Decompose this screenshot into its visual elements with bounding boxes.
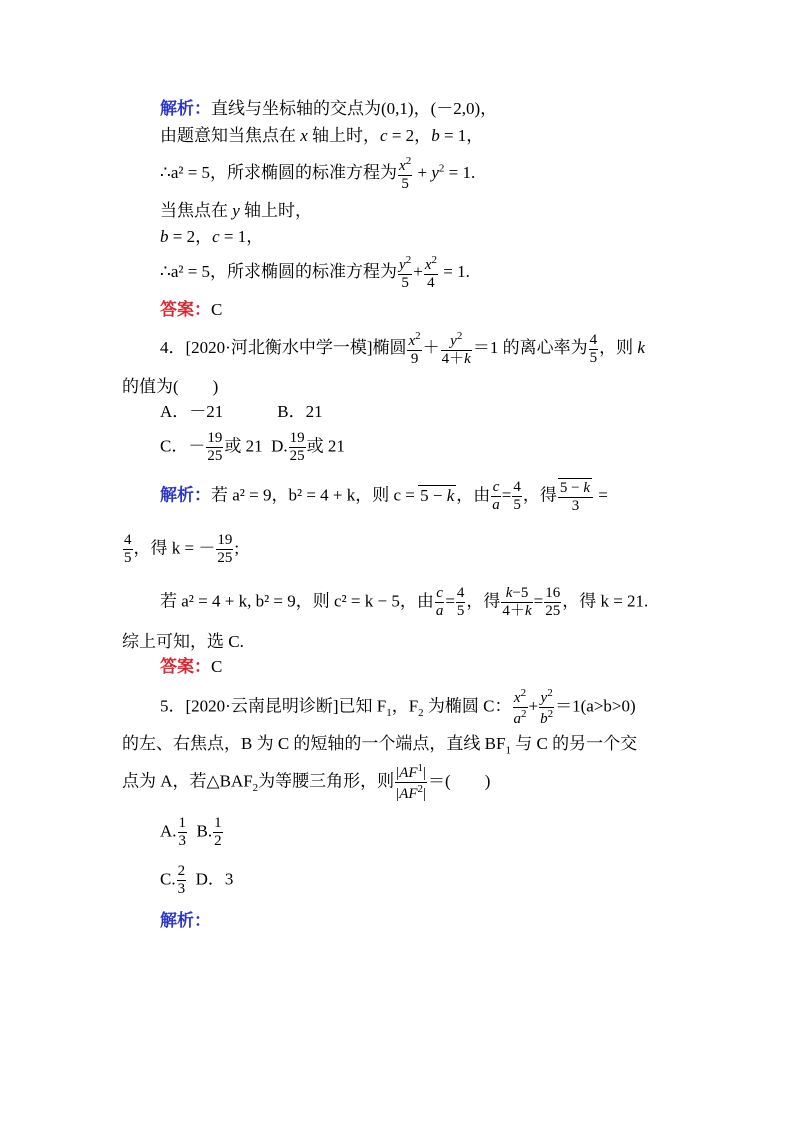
sol3-line3: ∴a² = 5，所求椭圆的标准方程为 $\frac{x^2}{5}$ + $y^2 = 1$. (160, 155, 476, 193)
q5-line1: 5．[2020·云南昆明诊断]已知 $F_1$，$F_2$ 为椭圆 C： $\frac{x^2}{a^2}$ + $\frac{y^2}{b^2}$ ＝1(a>b>0) (160, 687, 636, 728)
sol3-line4: 当焦点在 y 轴上时， (160, 201, 313, 220)
q4-answer: 答案：C (160, 657, 223, 676)
q5-line2: 的左、右焦点，B 为 C 的短轴的一个端点，直线 $BF_1$ 与 C 的另一个交 (122, 734, 638, 757)
q4-solution-line4: 综上可知，选 C. (122, 632, 244, 651)
q4-solution-line3: 若 a² = 4 + k, b² = 9，则 c² = k − 5，由 $\frac{c}{a}$ = $\frac{4}{5}$ ，得 $\frac{k-5}{4+k}$ = $\frac{16}{25}$ ，得 k = 21. (160, 585, 649, 620)
q4-line2: 的值为( ) (122, 377, 219, 396)
q5-line3: 点为 A，若$\triangle BAF_2$为等腰三角形，则 $\frac{|AF^1|}{|AF^2|}$ ＝( ) (122, 762, 491, 803)
q5-solution-label: 解析： (160, 911, 211, 930)
q4-options-ab: A．－21 B．21 (160, 402, 323, 421)
sol3-line2: 由题意知当焦点在 x 轴上时，c = 2，b = 1， (160, 126, 484, 145)
sol3-line5: b = 2，c = 1， (160, 227, 264, 246)
jiexi-label: 解析： (160, 99, 211, 118)
q4-line1: 4．[2020·河北衡水中学一模]椭圆 $\frac{x^2}{9}$ ＋ $\frac{y^2}{4+k}$ ＝1 的离心率为 $\frac{4}{5}$ ，则 k (160, 330, 645, 368)
sol3-line1: 解析：直线与坐标轴的交点为(0,1)，(－2,0)， (160, 99, 498, 118)
q5-options-cd: C. $\frac{2}{3}$ D．3 (160, 863, 234, 898)
sol3-answer: 答案：C (160, 300, 223, 319)
q4-solution-line1: 解析：若 a² = 9，b² = 4 + k，则 c = 5 − k ，由 $\frac{c}{a}$ = $\frac{4}{5}$ ，得 $\frac{5 - k}{3}$ = (160, 479, 608, 515)
q4-options-cd: C．－ $\frac{19}{25}$ 或 21 D. $\frac{19}{25}$ 或 21 (160, 430, 345, 465)
sol3-line6: ∴a² = 5，所求椭圆的标准方程为 $\frac{y^2}{5}$ + $\frac{x^2}{4}$ = 1. (160, 254, 470, 292)
q5-options-ab: A. $\frac{1}{3}$ B. $\frac{1}{2}$ (160, 815, 222, 850)
q4-solution-line2: $\frac{4}{5}$ ，得 k = － $\frac{19}{25}$ ; (124, 532, 240, 567)
